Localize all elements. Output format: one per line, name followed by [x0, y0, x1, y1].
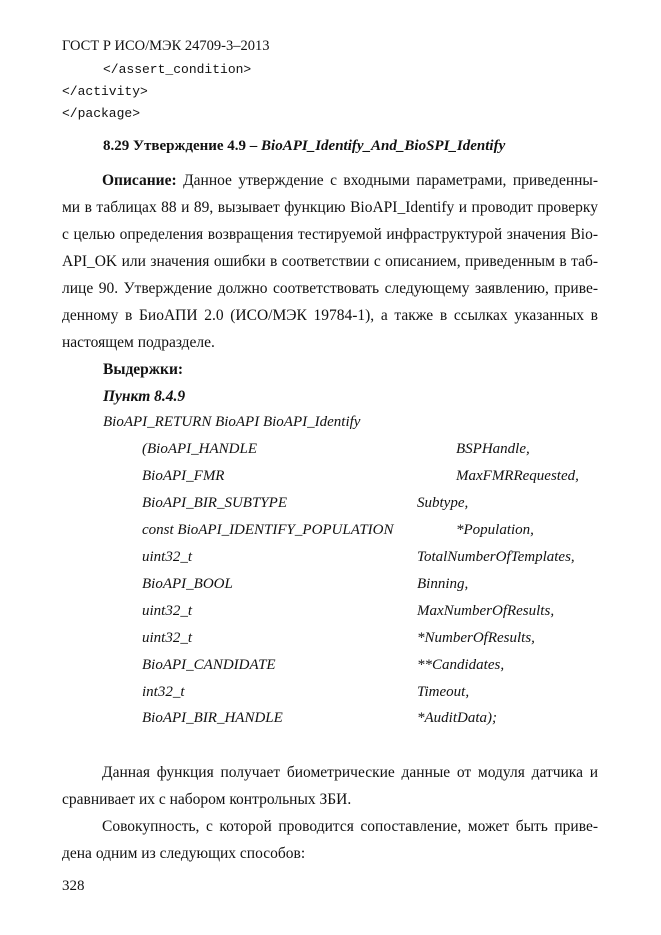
param-type: BioAPI_BIR_HANDLE	[142, 710, 283, 726]
param-name: MaxNumberOfResults,	[417, 603, 555, 619]
param-name: **Candidates,	[417, 657, 505, 673]
param-type: int32_t	[142, 684, 185, 700]
description-line-2: ми в таблицах 88 и 89, вызывает функцию BioAPI_Identify и проводит проверку	[62, 199, 598, 216]
paragraph-2-line-2: сравнивает их с набором контрольных ЗБИ.	[62, 791, 352, 808]
param-type: (BioAPI_HANDLE	[142, 441, 257, 457]
section-title	[103, 138, 505, 155]
excerpts-clause: Пункт 8.4.9	[103, 388, 186, 405]
description-line-6: денному в БиоАПИ 2.0 (ИСО/МЭК 19784-1), а также в ссылках указанных в	[62, 307, 598, 324]
paragraph-3-line-2: дена одним из следующих способов:	[62, 845, 306, 862]
description-line-7: настоящем подразделе.	[62, 334, 215, 351]
description-line-3: с целью определения возвращения тестируемой инфраструктурой значения Bio-	[62, 226, 598, 243]
param-name: *Population,	[456, 522, 534, 538]
param-name: Binning,	[417, 576, 469, 592]
description-line-4: API_OK или значения ошибки в соответствии с описанием, приведенным в таб-	[62, 253, 598, 270]
param-type: BioAPI_BIR_SUBTYPE	[142, 495, 287, 511]
param-name: *NumberOfResults,	[417, 630, 535, 646]
param-type: BioAPI_CANDIDATE	[142, 657, 276, 673]
xml-closing-activity: </activity>	[62, 84, 148, 99]
section-title-function: BioAPI_Identify_And_BioSPI_Identify	[261, 138, 506, 154]
param-type: uint32_t	[142, 630, 193, 646]
param-type: BioAPI_BOOL	[142, 576, 233, 592]
paragraph-3-line-1: Совокупность, с которой проводится сопоставление, может быть приве-	[102, 818, 598, 835]
page-number: 328	[62, 878, 85, 894]
param-type: uint32_t	[142, 549, 193, 565]
param-name: *AuditData);	[417, 710, 497, 726]
param-name: BSPHandle,	[456, 441, 530, 457]
xml-closing-assert-condition: </assert_condition>	[103, 62, 252, 77]
param-name: MaxFMRRequested,	[456, 468, 579, 484]
xml-closing-package: </package>	[62, 106, 141, 121]
excerpts-label: Выдержки:	[103, 361, 184, 378]
description-label: Описание:	[102, 172, 177, 189]
param-type: uint32_t	[142, 603, 193, 619]
paragraph-2-line-1: Данная функция получает биометрические данные от модуля датчика и	[102, 764, 598, 781]
description-line-5: лице 90. Утверждение должно соответствовать следующему заявлению, приве-	[62, 280, 598, 297]
param-type: const BioAPI_IDENTIFY_POPULATION	[142, 522, 394, 538]
description-line-1: Описание: Данное утверждение с входными параметрами, приведенны-	[102, 172, 598, 189]
param-type: BioAPI_FMR	[142, 468, 225, 484]
param-name: Timeout,	[417, 684, 470, 700]
param-name: Subtype,	[417, 495, 469, 511]
section-title-prefix: 8.29 Утверждение 4.9 –	[103, 138, 262, 154]
document-header: ГОСТ Р ИСО/МЭК 24709-3–2013	[62, 38, 270, 54]
function-signature: BioAPI_RETURN BioAPI BioAPI_Identify	[103, 414, 361, 430]
param-name: TotalNumberOfTemplates,	[417, 549, 575, 565]
